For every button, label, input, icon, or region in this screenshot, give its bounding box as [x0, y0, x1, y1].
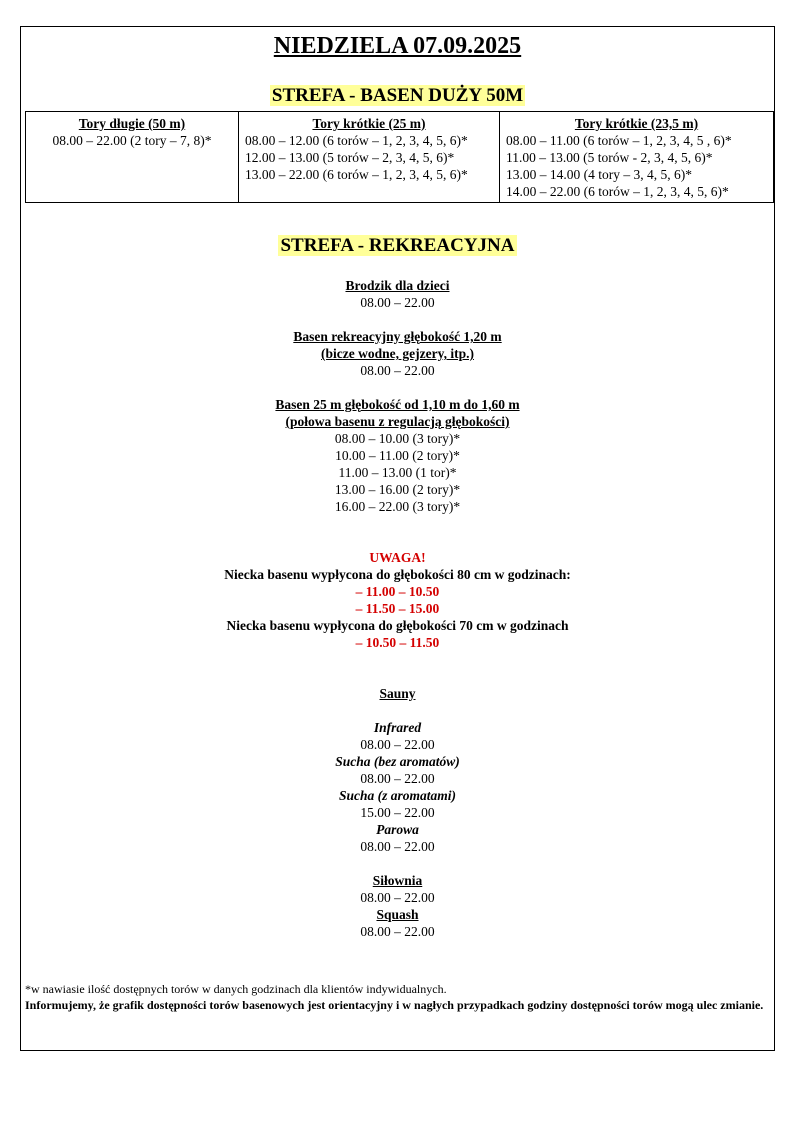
- kids-pool-hours: 08.00 – 22.00: [360, 295, 435, 310]
- pool25-row: 11.00 – 13.00 (1 tor)*: [338, 465, 457, 480]
- short-lanes-235-row: 08.00 – 11.00 (6 torów – 1, 2, 3, 4, 5 , 6)*: [506, 133, 732, 148]
- sauna-name: Sucha (z aromatami): [338, 788, 457, 803]
- sauna-hours: 15.00 – 22.00: [360, 805, 435, 820]
- long-lanes-header: Tory długie (50 m): [78, 116, 186, 131]
- pool25-row: 16.00 – 22.00 (3 tory)*: [334, 499, 461, 514]
- page-title: NIEDZIELA 07.09.2025: [273, 33, 522, 59]
- sauna-hours: 08.00 – 22.00: [360, 737, 435, 752]
- notice-line-80cm: Niecka basenu wypłycona do głębokości 80 cm w godzinach:: [224, 567, 571, 582]
- pool25-row: 13.00 – 16.00 (2 tory)*: [334, 482, 461, 497]
- kids-pool-name: Brodzik dla dzieci: [345, 278, 450, 293]
- short-lanes-25-row: 08.00 – 12.00 (6 torów – 1, 2, 3, 4, 5, 6)*: [245, 133, 468, 148]
- rec-pool-hours: 08.00 – 22.00: [360, 363, 435, 378]
- zone-rec-heading: STREFA - REKREACYJNA: [280, 235, 515, 256]
- short-lanes-235-cell: [500, 112, 774, 203]
- recreation-section: [21, 277, 774, 940]
- pool25-row: 10.00 – 11.00 (2 tory)*: [335, 448, 460, 463]
- sauna-name: Infrared: [373, 720, 422, 735]
- schedule-frame: [20, 26, 775, 1051]
- notice-time: – 11.50 – 15.00: [355, 601, 440, 616]
- short-lanes-25-row: 13.00 – 22.00 (6 torów – 1, 2, 3, 4, 5, 6)*: [245, 167, 468, 182]
- zone-pool-heading-wrap: [21, 85, 774, 107]
- sauna-name: Sucha (bez aromatów): [335, 754, 460, 769]
- sauna-hours: 08.00 – 22.00: [360, 771, 435, 786]
- saunas-heading: Sauny: [379, 686, 416, 701]
- long-lanes-cell: [26, 112, 239, 203]
- zone-pool-heading: STREFA - BASEN DUŻY 50M: [271, 85, 524, 106]
- zone-rec-heading-wrap: [21, 235, 774, 257]
- pool25-row: 08.00 – 10.00 (3 tory)*: [334, 431, 461, 446]
- notice-time: – 10.50 – 11.50: [355, 635, 440, 650]
- gym-name: Siłownia: [372, 873, 423, 888]
- short-lanes-25-row: 12.00 – 13.00 (5 torów – 2, 3, 4, 5, 6)*: [245, 150, 455, 165]
- footer-note: *w nawiasie ilość dostępnych torów w danych godzinach dla klientów indywidualnych.: [25, 982, 447, 996]
- short-lanes-235-row: 14.00 – 22.00 (6 torów – 1, 2, 3, 4, 5, 6)*: [506, 184, 729, 199]
- footer-info: Informujemy, że grafik dostępności torów basenowych jest orientacyjny i w nagłych przypadkach godziny dostępności torów mogą ulec zmianie.: [25, 998, 764, 1012]
- notice-line-70cm: Niecka basenu wypłycona do głębokości 70 cm w godzinach: [226, 618, 569, 633]
- pool25-sub: (połowa basenu z regulacją głębokości): [285, 414, 510, 429]
- short-lanes-25-header: Tory krótkie (25 m): [312, 116, 426, 131]
- short-lanes-25-cell: [239, 112, 500, 203]
- gym-hours: 08.00 – 22.00: [360, 890, 435, 905]
- sauna-name: Parowa: [376, 822, 419, 837]
- squash-hours: 08.00 – 22.00: [360, 924, 435, 939]
- notice-time: – 11.00 – 10.50: [355, 584, 440, 599]
- squash-name: Squash: [376, 907, 419, 922]
- long-lanes-row: 08.00 – 22.00 (2 tory – 7, 8)*: [52, 133, 212, 148]
- lanes-table: [25, 111, 774, 203]
- short-lanes-235-header: Tory krótkie (23,5 m): [574, 116, 699, 131]
- pool25-name: Basen 25 m głębokość od 1,10 m do 1,60 m: [275, 397, 520, 412]
- rec-pool-name: Basen rekreacyjny głębokość 1,20 m: [293, 329, 502, 344]
- rec-pool-sub: (bicze wodne, gejzery, itp.): [321, 346, 474, 361]
- notice-label: UWAGA!: [369, 550, 426, 565]
- short-lanes-235-row: 11.00 – 13.00 (5 torów - 2, 3, 4, 5, 6)*: [506, 150, 713, 165]
- sauna-hours: 08.00 – 22.00: [360, 839, 435, 854]
- short-lanes-235-row: 13.00 – 14.00 (4 tory – 3, 4, 5, 6)*: [506, 167, 692, 182]
- footer: [25, 981, 770, 1013]
